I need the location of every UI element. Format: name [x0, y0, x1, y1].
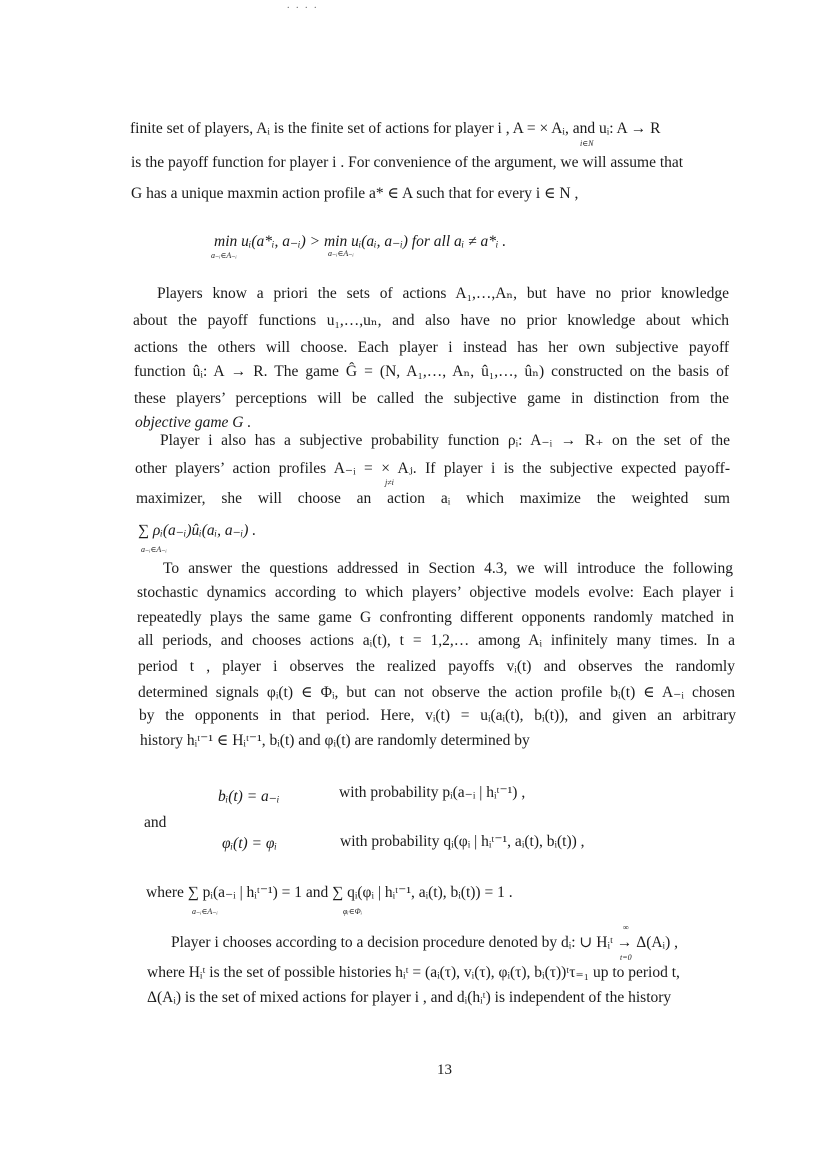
where-line-sub2: φᵢ∈Φᵢ [343, 907, 362, 916]
para5-line2: where Hᵢᵗ is the set of possible histories hᵢᵗ = (aᵢ(τ), vᵢ(τ), φᵢ(τ), bᵢ(τ))ᵗτ₌₁ up to period t, [147, 964, 680, 981]
equation-3-lhs: φᵢ(t) = φᵢ [222, 835, 277, 852]
para1-line3: G has a unique maxmin action profile a* ∈ A such that for every i ∈ N , [131, 185, 579, 202]
equation-2-rhs: with probability pᵢ(a₋ᵢ | hᵢᵗ⁻¹) , [339, 784, 526, 801]
para1-line1: finite set of players, Aᵢ is the finite set of actions for player i , A = × Aᵢ, and uᵢ: A → R [130, 120, 661, 137]
and-label: and [144, 814, 167, 831]
para5-line3: Δ(Aᵢ) is the set of mixed actions for player i , and dᵢ(hᵢᵗ) is independent of the history [147, 989, 672, 1006]
where-line-sub1: a₋ᵢ∈A₋ᵢ [192, 907, 218, 916]
para2-line4: function ûᵢ: A → R. The game Ĝ = (N, A₁,…, Aₙ, û₁,…, ûₙ) constructed on the basis of [134, 363, 729, 380]
para3-line1: Player i also has a subjective probability function ρᵢ: A₋ᵢ → R₊ on the set of the [160, 432, 730, 449]
para5-line1: Player i chooses according to a decision procedure denoted by dᵢ: ∪ Hᵢᵗ → Δ(Aᵢ) , [171, 934, 678, 951]
para4-line3: repeatedly plays the same game G confronting different opponents randomly matched in [137, 609, 734, 626]
para2-line6: objective game G . [135, 414, 252, 431]
where-line: where ∑ pᵢ(a₋ᵢ | hᵢᵗ⁻¹) = 1 and ∑ qᵢ(φᵢ | hᵢᵗ⁻¹, aᵢ(t), bᵢ(t)) = 1 . [146, 884, 513, 901]
para2-line3: actions the others will choose. Each player i instead has her own subjective payoff [134, 339, 729, 356]
para1-line2: is the payoff function for player i . For convenience of the argument, we will assume that [131, 154, 684, 171]
para4-line5: period t , player i observes the realized payoffs vᵢ(t) and observes the randomly [138, 658, 735, 675]
para2-line5: these players’ perceptions will be called the subjective game in distinction from the [134, 390, 729, 407]
equation-1-sub1: a₋ᵢ∈A₋ᵢ [211, 251, 237, 260]
page-number: 13 [437, 1062, 452, 1078]
header-dots: . . . . [287, 0, 319, 11]
equation-1: min uᵢ(a*ᵢ, a₋ᵢ) > min uᵢ(aᵢ, a₋ᵢ) for all aᵢ ≠ a*ᵢ . [214, 233, 507, 250]
para5-line1-sup: ∞ [623, 923, 629, 932]
para4-line2: stochastic dynamics according to which players’ objective models evolve: Each player i [137, 584, 734, 601]
para4-line4: all periods, and chooses actions aᵢ(t), t = 1,2,… among Aᵢ infinitely many times. In a [138, 632, 735, 649]
equation-3-rhs: with probability qᵢ(φᵢ | hᵢᵗ⁻¹, aᵢ(t), bᵢ(t)) , [340, 833, 585, 850]
para3-line4-sub: a₋ᵢ∈A₋ᵢ [141, 545, 167, 554]
para4-line7: by the opponents in that period. Here, vᵢ(t) = uᵢ(aᵢ(t), bᵢ(t)), and given an arbitrary [139, 707, 736, 724]
para5-line1-sub: t=0 [620, 953, 632, 962]
para2-line1: Players know a priori the sets of actions A₁,…,Aₙ, but have no prior knowledge [157, 285, 729, 302]
para1-line1-sub: i∈N [580, 139, 594, 148]
para3-line2-sub: j≠i [385, 478, 394, 487]
para3-line4: ∑ ρᵢ(a₋ᵢ)ûᵢ(aᵢ, a₋ᵢ) . [138, 522, 257, 539]
para3-line2: other players’ action profiles A₋ᵢ = × Aⱼ. If player i is the subjective expected payoff- [135, 460, 730, 477]
para3-line3: maximizer, she will choose an action aᵢ which maximize the weighted sum [136, 490, 730, 507]
equation-2-lhs: bᵢ(t) = a₋ᵢ [218, 788, 280, 805]
para4-line6: determined signals φᵢ(t) ∈ Φᵢ, but can not observe the action profile bᵢ(t) ∈ A₋ᵢ chosen [138, 684, 735, 701]
para4-line8: history hᵢᵗ⁻¹ ∈ Hᵢᵗ⁻¹, bᵢ(t) and φᵢ(t) are randomly determined by [140, 732, 530, 749]
para2-line2: about the payoff functions u₁,…,uₙ, and also have no prior knowledge about which [133, 312, 729, 329]
para4-line1: To answer the questions addressed in Section 4.3, we will introduce the following [163, 560, 733, 577]
equation-1-sub2: a₋ᵢ∈A₋ᵢ [328, 249, 354, 258]
